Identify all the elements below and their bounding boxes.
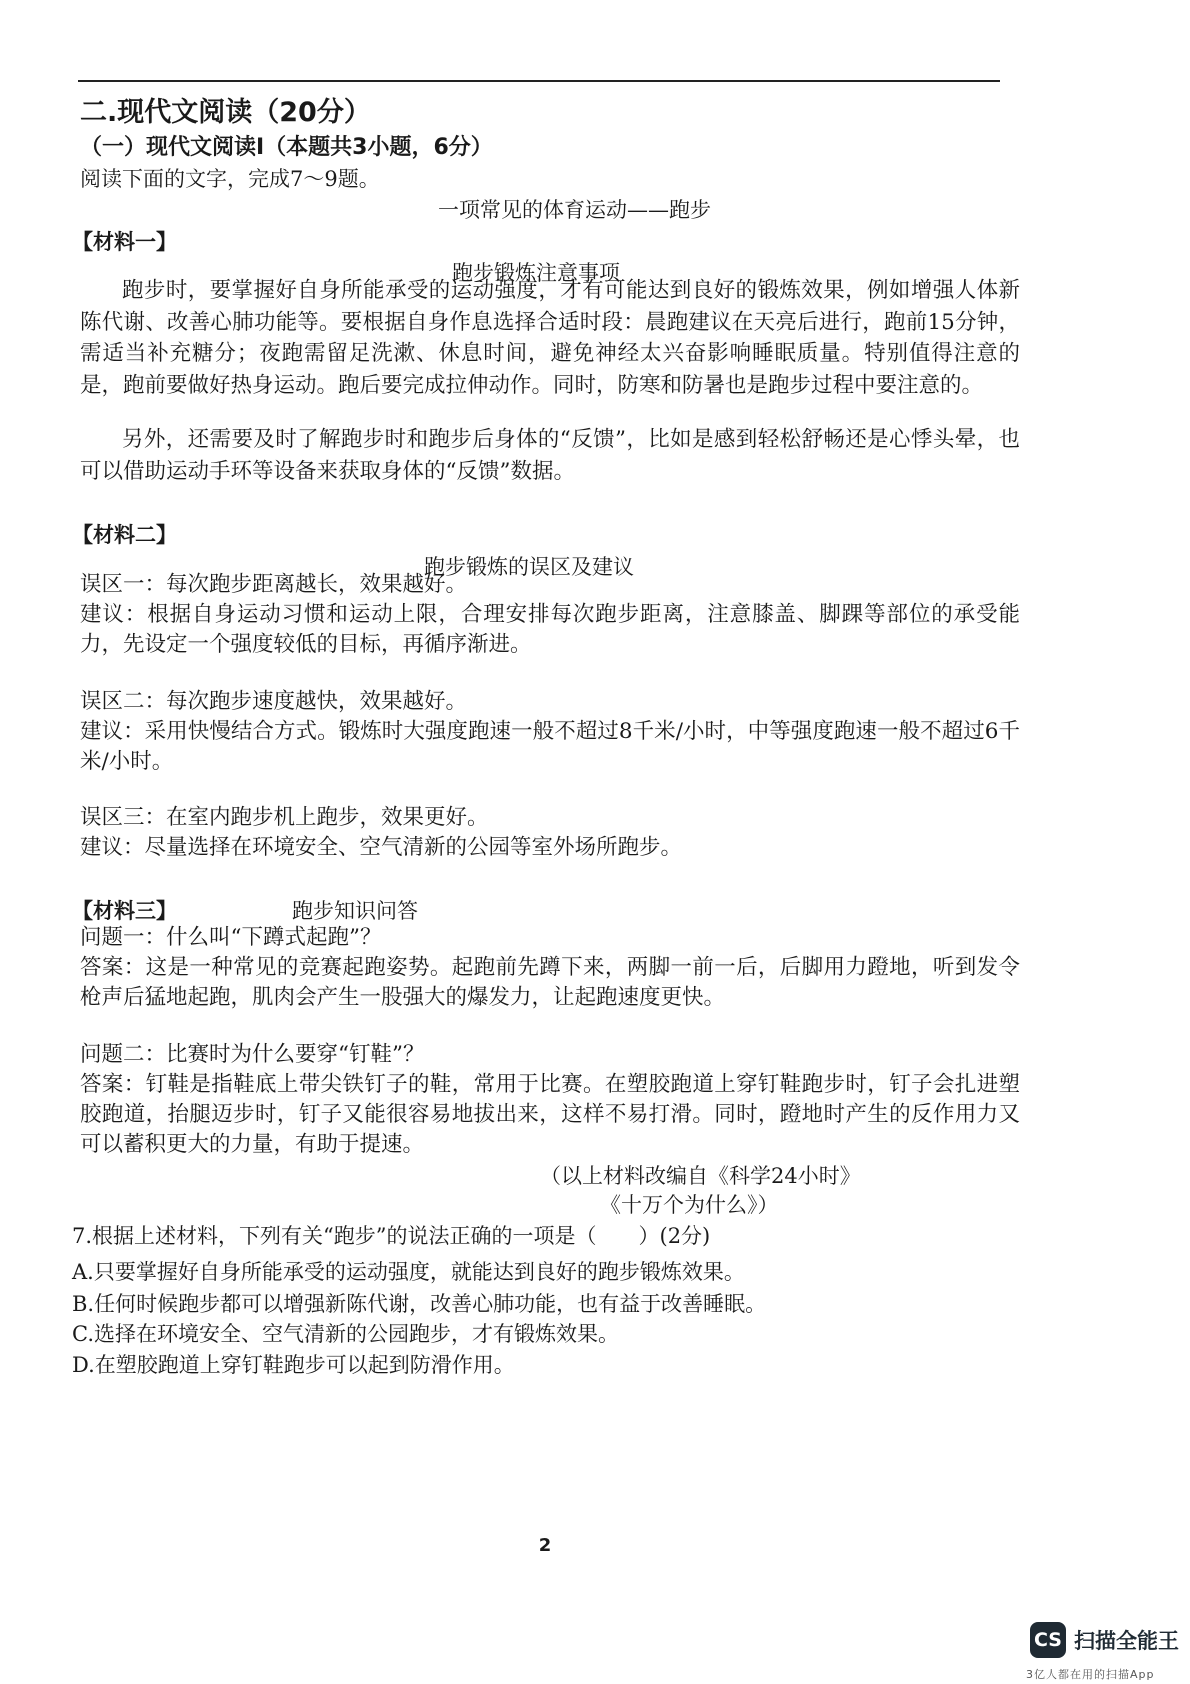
camscanner-logo-icon: CS [1030,1622,1066,1658]
suggestion2: 建议：采用快慢结合方式。锻炼时大强度跑速一般不超过8千米/小时，中等强度跑速一般不超过6千米/小时。 [80,719,1020,774]
question1: 问题一：什么叫“下蹲式起跑”？ [80,925,382,950]
material3-label: 【材料三】 [72,898,177,923]
suggestion3: 建议：尽量选择在环境安全、空气清新的公园等室外场所跑步。 [80,835,683,860]
suggestion1: 建议：根据自身运动习惯和运动上限，合理安排每次跑步距离，注意膝盖、脚踝等部位的承受能力，先设定一个强度较低的目标，再循序渐进。 [80,602,1020,657]
answer2: 答案：钉鞋是指鞋底上带尖铁钉子的鞋，常用于比赛。在塑胶跑道上穿钉鞋跑步时，钉子会扎进塑胶跑道，抬腿迈步时，钉子又能很容易地拔出来，这样不易打滑。同时，蹬地时产生的反作用力又可以蓄积更大的力量，有助于提速。 [80,1072,1020,1157]
source-line2: 《十万个为什么》） [600,1193,779,1217]
question7-option-c: C.选择在环境安全、空气清新的公园跑步，才有锻炼效果。 [72,1322,619,1346]
material2-label: 【材料二】 [72,522,177,547]
myth2: 误区二：每次跑步速度越快，效果越好。 [80,689,468,714]
article-title: 一项常见的体育运动——跑步 [438,198,711,222]
material1-heading: 跑步锻炼注意事项 [452,261,620,285]
section-title: 二.现代文阅读（20分） [80,97,371,128]
watermark-tagline: 3亿人都在用的扫描App [1026,1668,1155,1681]
material3-heading: 跑步知识问答 [292,899,418,923]
question7-option-d: D.在塑胶跑道上穿钉鞋跑步可以起到防滑作用。 [72,1353,515,1377]
page-number: 2 [538,1535,552,1556]
material1-paragraph2: 另外，还需要及时了解跑步时和跑步后身体的“反馈”，比如是感到轻松舒畅还是心悸头晕，也可以借助运动手环等设备来获取身体的“反馈”数据。 [80,427,1020,484]
instruction: 阅读下面的文字，完成7～9题。 [80,167,380,191]
question7-option-a: A.只要掌握好自身所能承受的运动强度，就能达到良好的跑步锻炼效果。 [72,1260,745,1284]
question2: 问题二：比赛时为什么要穿“钉鞋”？ [80,1042,425,1067]
material1-paragraph1: 跑步时，要掌握好自身所能承受的运动强度，才有可能达到良好的锻炼效果，例如增强人体新陈代谢、改善心肺功能等。要根据自身作息选择合适时段：晨跑建议在天亮后进行，跑前15分钟，需适当补充糖分；夜跑需留足洗漱、休息时间，避免神经太兴奋影响睡眠质量。特别值得注意的是，跑前要做好热身运动。跑后要完成拉伸动作。同时，防寒和防暑也是跑步过程中要注意的。 [80,278,1020,398]
source-line1: （以上材料改编自《科学24小时》 [540,1164,861,1188]
watermark-app-name: 扫描全能王 [1074,1629,1179,1653]
top-rule [78,80,1000,82]
myth1: 误区一：每次跑步距离越长，效果越好。 [80,572,468,597]
material2-heading: 跑步锻炼的误区及建议 [424,555,634,579]
myth3: 误区三：在室内跑步机上跑步，效果更好。 [80,805,489,830]
material1-label: 【材料一】 [72,229,177,254]
part-title: （一）现代文阅读Ⅰ（本题共3小题，6分） [80,135,493,160]
question7-stem: 7.根据上述材料，下列有关“跑步”的说法正确的一项是（ ）(2分) [72,1224,711,1248]
question7-option-b: B.任何时候跑步都可以增强新陈代谢，改善心肺功能，也有益于改善睡眠。 [72,1292,767,1316]
answer1: 答案：这是一种常见的竞赛起跑姿势。起跑前先蹲下来，两脚一前一后，后脚用力蹬地，听到发令枪声后猛地起跑，肌肉会产生一股强大的爆发力，让起跑速度更快。 [80,955,1020,1010]
